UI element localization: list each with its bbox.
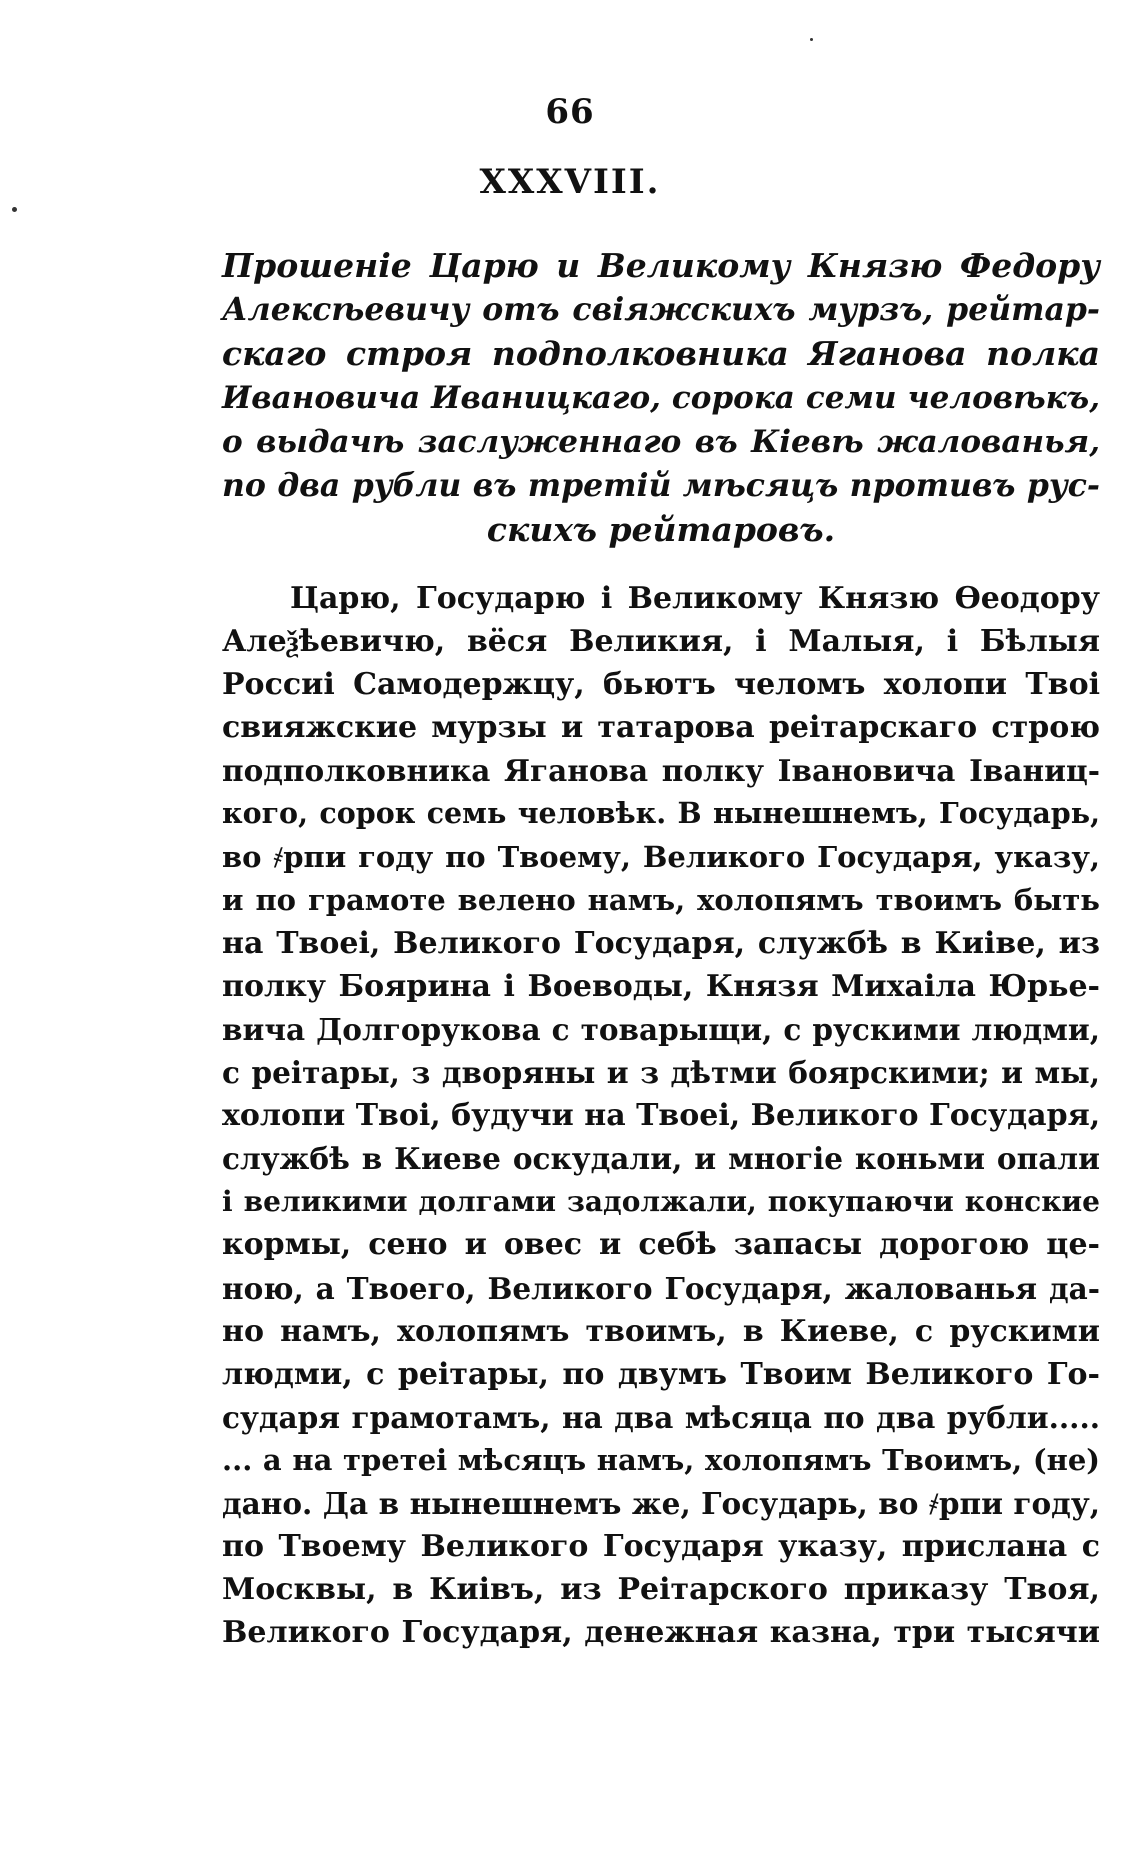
body-line: и по грамоте велено намъ, холопямъ твоимъ быть <box>222 882 1100 917</box>
heading-line: скаго строя подполковника Яганова полка <box>222 334 1100 373</box>
body-line: с реітары, з дворяны и з дѣтми боярскими; и мы, <box>222 1055 1100 1091</box>
body-line: службѣ в Киеве оскудали, и многіе коньми опали <box>222 1141 1100 1177</box>
heading-line: Алексѣевичу отъ свіяжскихъ мурзъ, рейтар- <box>222 291 1100 328</box>
body-line: подполковника Яганова полку Івановича Іваниц- <box>222 753 1100 789</box>
body-line: Россиі Самодержцу, бьютъ челомъ холопи Твоі <box>222 667 1100 703</box>
body-line: людми, с реітары, по двумъ Твоим Великого Го- <box>222 1356 1100 1392</box>
heading-line: Ивановича Иваницкаго, сорока семи человѣкъ, <box>222 380 1100 416</box>
heading-line: по два рубли въ третій мѣсяцъ противъ рус- <box>222 467 1100 504</box>
body-line: вича Долгорукова с товарыщи, с рускими людми, <box>222 1011 1100 1047</box>
body-line: Москвы, в Киівъ, из Реітарского приказу Твоя, <box>222 1572 1100 1608</box>
body-line: во ҂рпи году по Твоему, Великого Государя, указу, <box>222 839 1100 874</box>
body-line: ... а на третеі мѣсяцъ намъ, холопямъ Твоимъ, (не) <box>222 1442 1100 1477</box>
body-text <box>222 577 1100 1654</box>
heading-line: скихъ рейтаровъ. <box>486 510 836 549</box>
page-number: 66 <box>545 92 595 132</box>
body-line: Алеѯѣевичю, вёся Великия, і Малыя, і Бѣлыя <box>222 624 1100 660</box>
body-line: Царю, Государю і Великому Князю Ѳеодору <box>290 581 1100 616</box>
body-line: кормы, сено и овес и себѣ запасы дорогою це- <box>222 1227 1100 1263</box>
body-line: на Твоеі, Великого Государя, службѣ в Киіве, из <box>222 925 1100 961</box>
body-line: но намъ, холопямъ твоимъ, в Киеве, с рускими <box>222 1313 1100 1349</box>
body-line: і великими долгами задолжали, покупаючи конские <box>222 1185 1100 1219</box>
body-line: по Твоему Великого Государя указу, прислана с <box>222 1529 1100 1565</box>
print-speck <box>810 38 813 41</box>
body-line: Великого Государя, денежная казна, три тысячи <box>222 1615 1100 1651</box>
heading-line: Прошеніе Царю и Великому Князю Федору <box>222 246 1100 285</box>
print-speck <box>12 207 17 212</box>
body-line: сударя грамотамъ, на два мѣсяца по два рубли..... <box>222 1399 1100 1435</box>
body-line: дано. Да в нынешнемъ же, Государь, во ҂рпи году, <box>222 1485 1100 1521</box>
document-heading <box>222 244 1100 552</box>
body-line: ною, а Твоего, Великого Государя, жалованья да- <box>222 1270 1100 1306</box>
body-line: свияжские мурзы и татарова реітарскаго строю <box>222 710 1100 746</box>
document-number: XXXVIII. <box>479 162 661 202</box>
heading-line: о выдачѣ заслуженнаго въ Кіевѣ жалованья, <box>222 424 1100 460</box>
body-line: холопи Твоі, будучи на Твоеі, Великого Государя, <box>222 1098 1101 1134</box>
body-line: полку Боярина і Воеводы, Князя Михаіла Юрье- <box>222 968 1100 1004</box>
body-line: кого, сорок семь человѣк. В нынешнемъ, Государь, <box>222 796 1100 831</box>
